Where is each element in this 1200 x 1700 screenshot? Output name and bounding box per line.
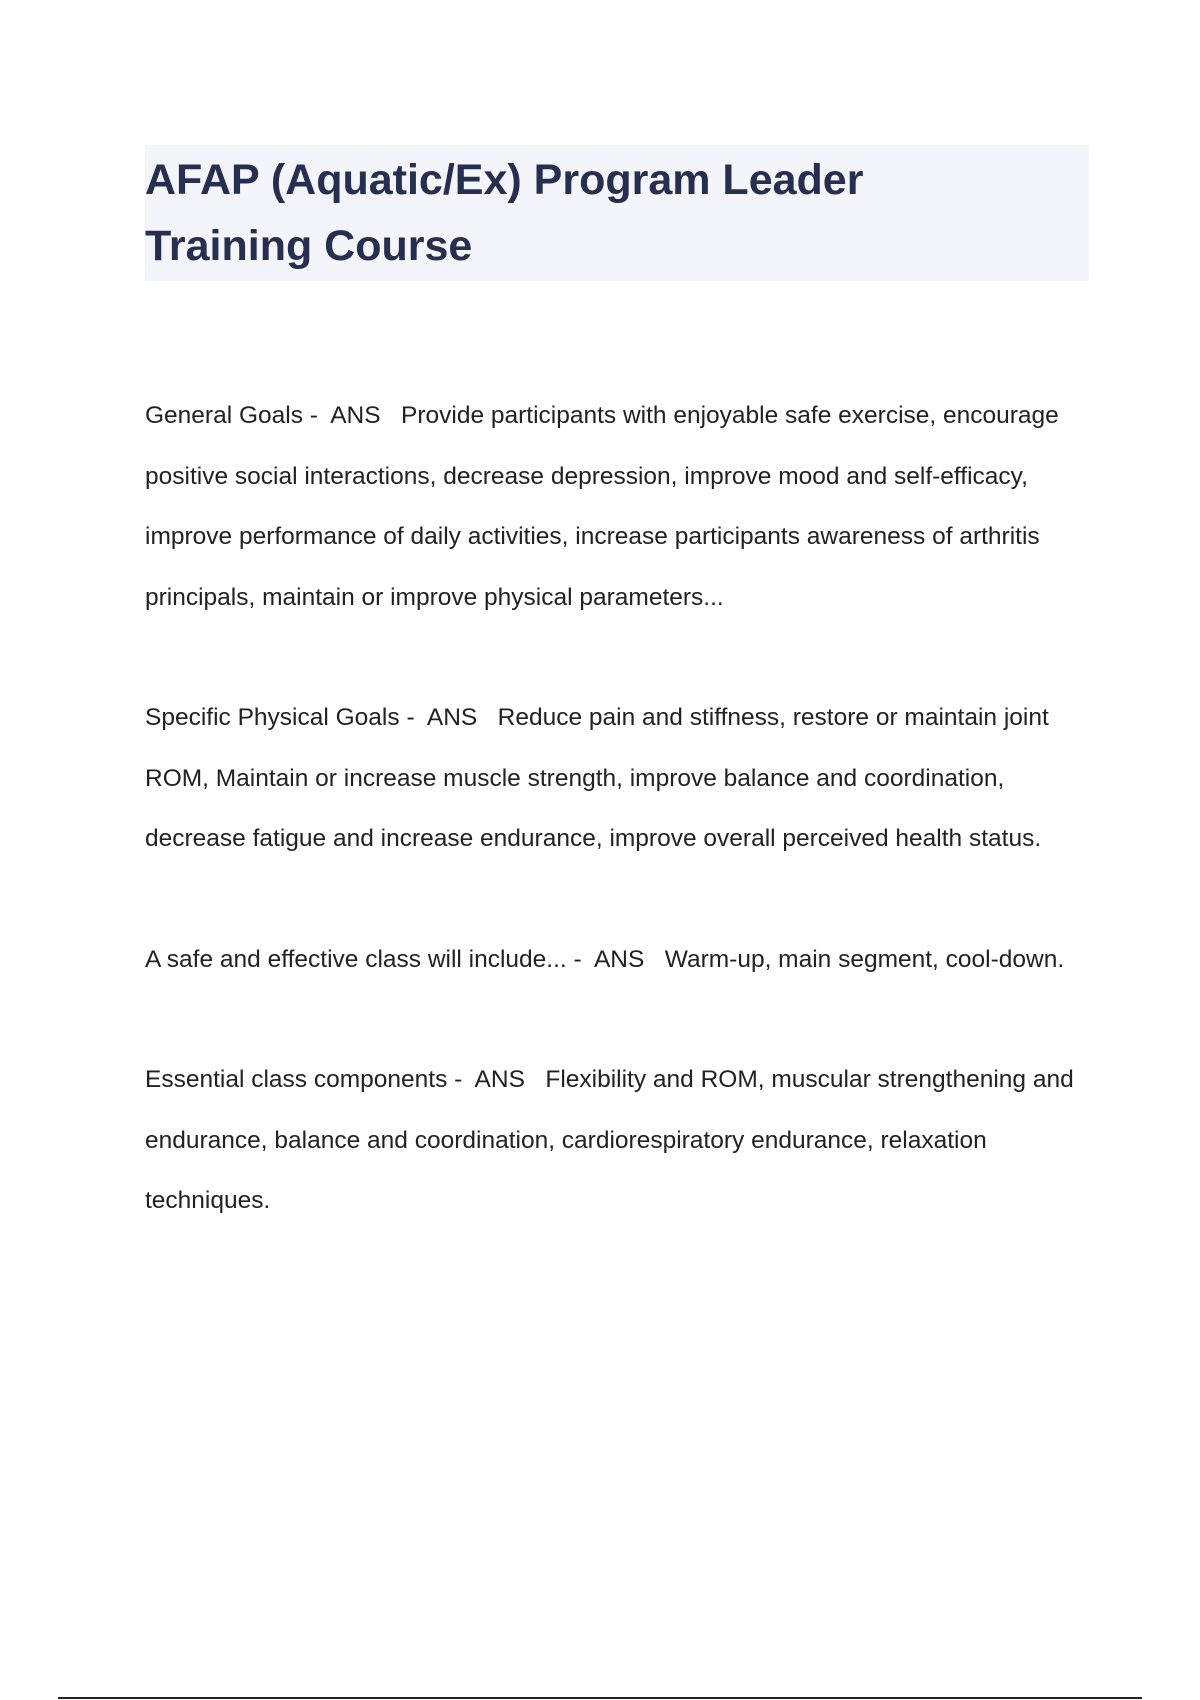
qa-separator: - ANS — [566, 945, 665, 973]
qa-list — [145, 386, 1095, 1292]
qa-separator: - ANS — [302, 402, 402, 429]
qa-separator: - ANS — [447, 1066, 546, 1093]
qa-answer: Provide participants with enjoyable safe exercise, encourage positive social interactions, decrease depression, improve mood and self-efficacy, improve performance of daily activities, increase participants awareness of arthritis principals, maintain or improve physical parameters... — [145, 402, 1059, 611]
qa-term: Specific Physical Goals — [145, 704, 400, 731]
qa-separator: - ANS — [399, 704, 498, 731]
qa-answer: Reduce pain and stiffness, restore or maintain joint ROM, Maintain or increase muscle strength, improve balance and coordination, decrease fatigue and increase endurance, improve overall perceived health status. — [145, 704, 1049, 852]
qa-item-essential-components — [145, 1050, 1095, 1232]
qa-term: General Goals — [145, 402, 303, 429]
footer-divider — [58, 1697, 1142, 1699]
qa-answer: Warm-up, main segment, cool-down. — [664, 945, 1065, 973]
document-title: AFAP (Aquatic/Ex) Program Leader Training Course — [145, 156, 864, 270]
qa-item-specific-physical-goals — [145, 688, 1095, 870]
qa-item-safe-class — [145, 930, 1095, 991]
qa-term: A safe and effective class will include... — [145, 945, 567, 973]
qa-item-general-goals — [145, 386, 1095, 628]
qa-answer: Flexibility and ROM, muscular strengthening and endurance, balance and coordination, cardiorespiratory endurance, relaxation techniques. — [145, 1066, 1074, 1214]
qa-term: Essential class components — [145, 1066, 448, 1093]
title-banner — [145, 145, 1089, 281]
